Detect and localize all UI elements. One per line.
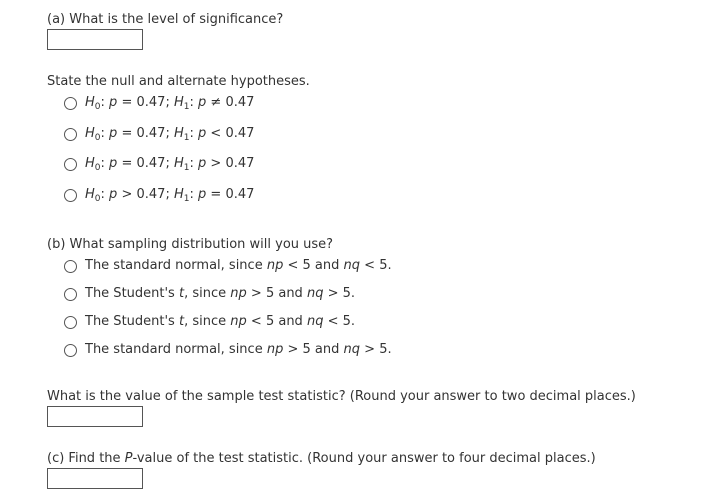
distribution-option-2[interactable] xyxy=(64,286,355,302)
distribution-option-label: The Student's t, since np < 5 and nq < 5. xyxy=(85,314,356,329)
hypothesis-option-4[interactable] xyxy=(64,187,254,203)
distribution-option-label: The standard normal, since np > 5 and nq > 5. xyxy=(85,342,392,357)
radio-button[interactable] xyxy=(64,288,77,301)
radio-button[interactable] xyxy=(64,97,77,110)
hypotheses-prompt: State the null and alternate hypotheses. xyxy=(47,74,310,89)
p-value-input[interactable] xyxy=(47,468,143,489)
distribution-option-label: The standard normal, since np < 5 and nq < 5. xyxy=(85,258,392,273)
radio-button[interactable] xyxy=(64,260,77,273)
question-c-text: (c) Find the P-value of the test statistic. (Round your answer to four decimal places.) xyxy=(47,451,596,466)
hypothesis-option-label: $H_0$: p = 0.47; $H_1$: p ≠ 0.47 xyxy=(85,95,255,112)
question-b-text: (b) What sampling distribution will you use? xyxy=(47,237,334,252)
distribution-option-label: The Student's t, since np > 5 and nq > 5. xyxy=(85,286,356,301)
test-statistic-input[interactable] xyxy=(47,406,143,427)
radio-button[interactable] xyxy=(64,344,77,357)
distribution-option-1[interactable] xyxy=(64,258,392,274)
hypothesis-option-1[interactable] xyxy=(64,95,254,111)
hypothesis-option-label: $H_0$: p = 0.47; $H_1$: p < 0.47 xyxy=(85,126,255,143)
significance-level-input[interactable] xyxy=(47,29,143,50)
distribution-option-4[interactable] xyxy=(64,342,392,358)
radio-button[interactable] xyxy=(64,316,77,329)
hypothesis-option-3[interactable] xyxy=(64,156,254,172)
distribution-option-3[interactable] xyxy=(64,314,355,330)
radio-button[interactable] xyxy=(64,189,77,202)
radio-button[interactable] xyxy=(64,128,77,141)
radio-button[interactable] xyxy=(64,158,77,171)
hypothesis-option-label: $H_0$: p = 0.47; $H_1$: p > 0.47 xyxy=(85,156,255,173)
test-statistic-question: What is the value of the sample test statistic? (Round your answer to two decimal places.) xyxy=(47,389,636,404)
hypothesis-option-label: $H_0$: p > 0.47; $H_1$: p = 0.47 xyxy=(85,187,255,204)
question-a-text: (a) What is the level of significance? xyxy=(47,12,284,27)
hypothesis-option-2[interactable] xyxy=(64,126,254,142)
